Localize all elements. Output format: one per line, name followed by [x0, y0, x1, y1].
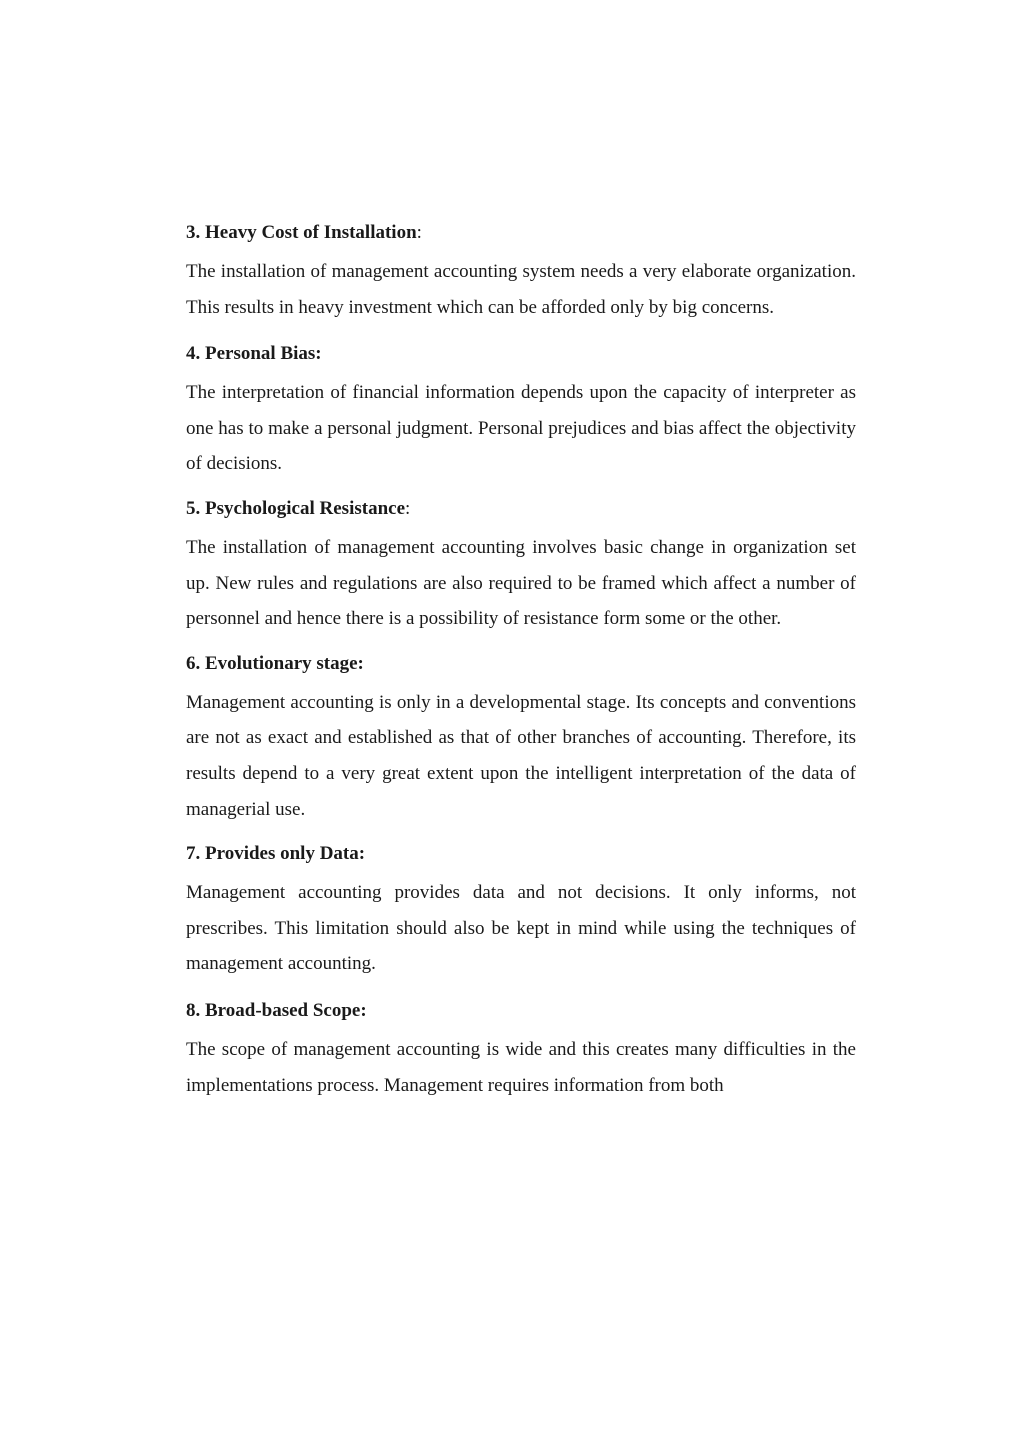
- section-body: The scope of management accounting is wide and this creates many difficulties in the implementations process. Management requires information from both: [186, 1038, 856, 1096]
- section-heading: [186, 839, 856, 869]
- section-heading: [186, 339, 856, 369]
- section-body: Management accounting provides data and not decisions. It only informs, not prescribes. This limitation should also be kept in mind while using the techniques of management accounting.: [186, 882, 856, 975]
- section-colon: :: [405, 497, 411, 519]
- section-body: The installation of management accounting system needs a very elaborate organization. This results in heavy investment which can be afforded only by big concerns.: [186, 261, 856, 318]
- section-body: Management accounting is only in a developmental stage. Its concepts and conventions are not as exact and established as that of other branches of accounting. Therefore, its results depend to a very great extent upon the intelligent interpretation of the data of managerial use.: [186, 691, 856, 820]
- section-evolutionary-stage: [186, 649, 856, 827]
- section-title: Personal Bias:: [205, 343, 322, 365]
- section-provides-only-data: [186, 839, 856, 982]
- section-heading: [186, 494, 856, 524]
- section-title: Evolutionary stage:: [205, 652, 364, 674]
- section-number: 3.: [186, 222, 201, 243]
- section-title: Broad-based Scope:: [205, 999, 367, 1021]
- section-personal-bias: [186, 339, 856, 482]
- section-body: The interpretation of financial information depends upon the capacity of interpreter as one has to make a personal judgment. Personal prejudices and bias affect the objectivity of decisions.: [186, 382, 856, 475]
- section-heavy-cost: [186, 218, 856, 325]
- section-title: Heavy Cost of Installation: [205, 222, 417, 243]
- section-heading: [186, 218, 856, 248]
- section-psychological-resistance: [186, 494, 856, 637]
- section-number: 6.: [186, 652, 201, 674]
- document-page: [186, 218, 856, 1115]
- section-number: 7.: [186, 843, 201, 865]
- section-number: 5.: [186, 497, 201, 519]
- section-number: 8.: [186, 999, 201, 1021]
- section-body: The installation of management accounting involves basic change in organization set up. New rules and regulations are also required to be framed which affect a number of personnel and hence there is a possibility of resistance form some or the other.: [186, 536, 856, 630]
- section-colon: :: [416, 222, 422, 243]
- section-title: Psychological Resistance: [205, 497, 406, 519]
- section-broad-based-scope: [186, 996, 856, 1103]
- section-heading: [186, 649, 856, 679]
- section-title: Provides only Data:: [205, 843, 366, 865]
- section-heading: [186, 996, 856, 1026]
- section-number: 4.: [186, 343, 201, 365]
